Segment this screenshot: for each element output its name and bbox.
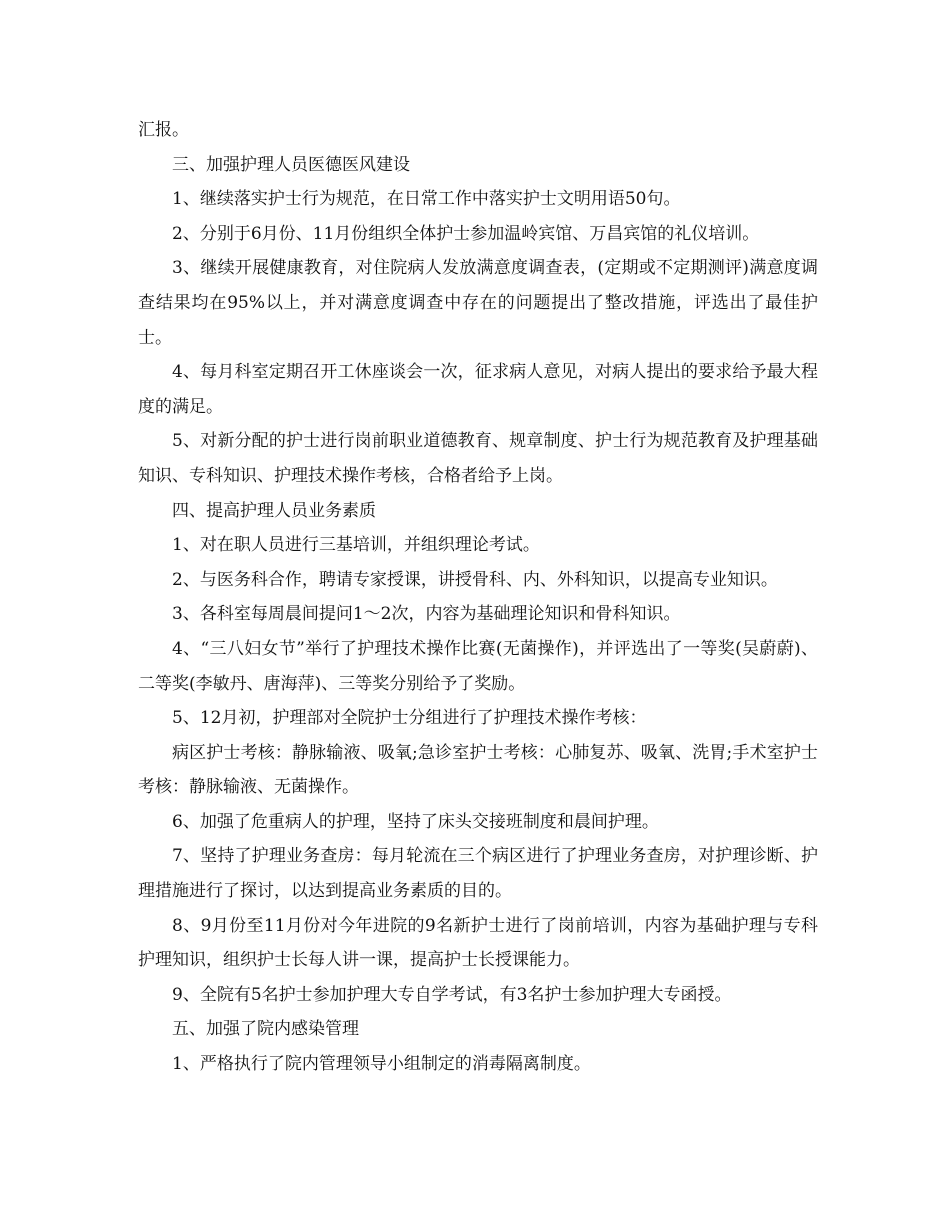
paragraph: 2、与医务科合作，聘请专家授课，讲授骨科、内、外科知识，以提高专业知识。 (172, 569, 778, 590)
document-body (138, 113, 818, 1082)
paragraph: 3、继续开展健康教育，对住院病人发放满意度调查表，(定期或不定期测评)满意度调查结果均在95%以上，并对满意度调查中存在的问题提出了整改措施，评选出了最佳护士。 (138, 258, 818, 348)
paragraph: 4、“三八妇女节”举行了护理技术操作比赛(无菌操作)，并评选出了一等奖(吴蔚蔚)、二等奖(李敏丹、唐海萍)、三等奖分别给予了奖励。 (138, 638, 818, 694)
paragraph: 6、加强了危重病人的护理，坚持了床头交接班制度和晨间护理。 (172, 811, 659, 832)
paragraph: 病区护士考核：静脉输液、吸氧;急诊室护士考核：心肺复苏、吸氧、洗胃;手术室护士考核：静脉输液、无菌操作。 (138, 742, 818, 798)
paragraph: 1、对在职人员进行三基培训，并组织理论考试。 (172, 535, 540, 556)
section-heading-ethics: 三、加强护理人员医德医风建设 (172, 154, 410, 175)
paragraph: 5、对新分配的护士进行岗前职业道德教育、规章制度、护士行为规范教育及护理基础知识、专科知识、护理技术操作考核，合格者给予上岗。 (138, 431, 818, 486)
paragraph: 9、全院有5名护士参加护理大专自学考试，有3名护士参加护理大专函授。 (172, 984, 732, 1005)
paragraph-report-end: 汇报。 (138, 120, 189, 140)
paragraph: 5、12月初，护理部对全院护士分组进行了护理技术操作考核： (172, 708, 647, 729)
paragraph: 4、每月科室定期召开工休座谈会一次，征求病人意见，对病人提出的要求给予最大程度的满足。 (138, 362, 818, 417)
paragraph: 2、分别于6月份、11月份组织全体护士参加温岭宾馆、万昌宾馆的礼仪培训。 (172, 223, 760, 244)
paragraph: 3、各科室每周晨间提问1～2次，内容为基础理论知识和骨科知识。 (172, 604, 681, 625)
paragraph: 1、严格执行了院内管理领导小组制定的消毒隔离制度。 (172, 1054, 591, 1075)
section-heading-quality: 四、提高护理人员业务素质 (172, 500, 376, 521)
section-heading-infection: 五、加强了院内感染管理 (172, 1019, 359, 1040)
paragraph: 8、9月份至11月份对今年进院的9名新护士进行了岗前培训，内容为基础护理与专科护理知识，组织护士长每人讲一课，提高护士长授课能力。 (138, 915, 818, 971)
paragraph: 7、坚持了护理业务查房：每月轮流在三个病区进行了护理业务查房，对护理诊断、护理措施进行了探讨，以达到提高业务素质的目的。 (138, 846, 818, 902)
paragraph: 1、继续落实护士行为规范，在日常工作中落实护士文明用语50句。 (172, 189, 681, 210)
